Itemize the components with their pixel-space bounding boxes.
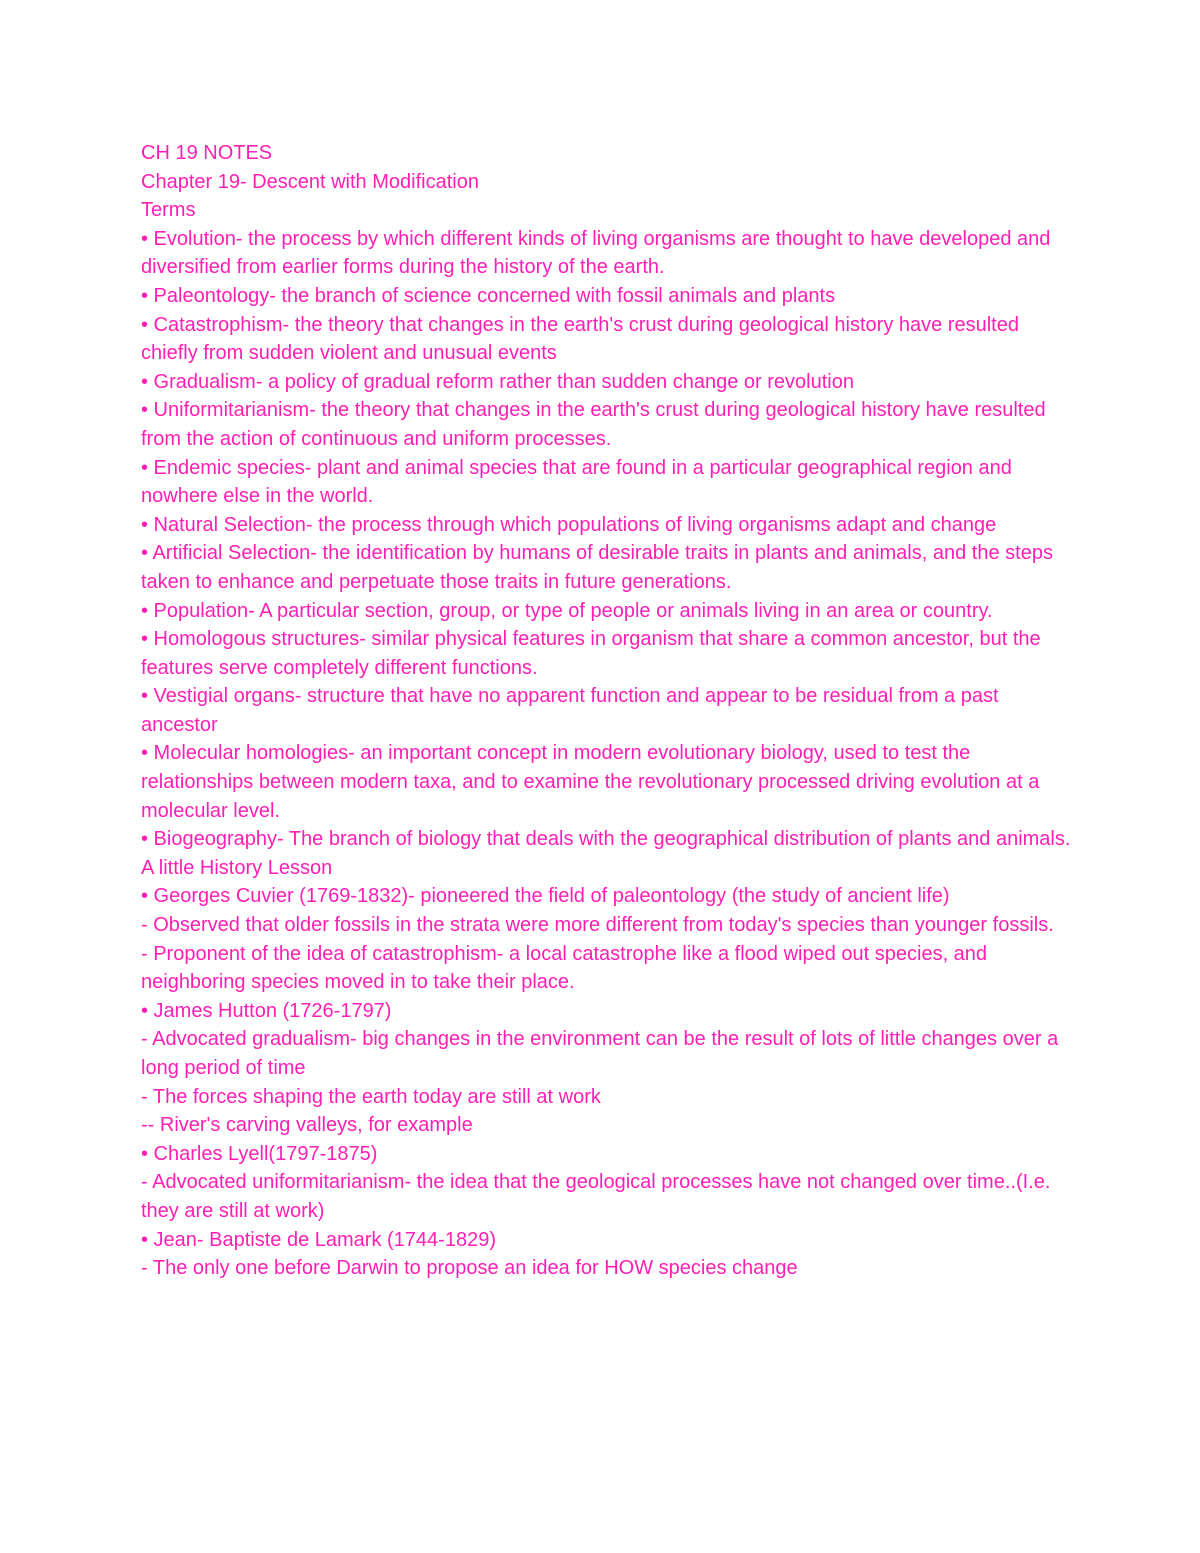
history-item: -- River's carving valleys, for example xyxy=(141,1114,473,1137)
term-item: • Homologous structures- similar physical features in organism that share a common ancestor, but the features serve completely different functions. xyxy=(141,628,1041,679)
history-heading: A little History Lesson xyxy=(141,856,333,879)
term-item: • Catastrophism- the theory that changes in the earth's crust during geological history have resulted chiefly from sudden violent and unusual events xyxy=(141,313,1019,365)
term-item: • Uniformitarianism- the theory that changes in the earth's crust during geological history have resulted from the action of continuous and uniform processes. xyxy=(141,399,1046,450)
term-item: • Population- A particular section, group, or type of people or animals living in an area or country. xyxy=(141,599,993,622)
history-item: • Georges Cuvier (1769-1832)- pioneered the field of paleontology (the study of ancient life) xyxy=(141,885,950,908)
document-title: CH 19 NOTES xyxy=(141,142,273,164)
term-item: • Biogeography- The branch of biology that deals with the geographical distribution of plants and animals. xyxy=(141,828,1071,851)
history-item: - The forces shaping the earth today are still at work xyxy=(141,1085,601,1108)
term-item: • Artificial Selection- the identification by humans of desirable traits in plants and animals, and the steps taken to enhance and perpetuate those traits in future generations. xyxy=(141,542,1053,593)
document-page xyxy=(141,139,1071,1283)
history-item: - Advocated gradualism- big changes in the environment can be the result of lots of little changes over a long period of time xyxy=(141,1028,1059,1079)
term-item: • Evolution- the process by which different kinds of living organisms are thought to have developed and diversified from earlier forms during the history of the earth. xyxy=(141,227,1051,279)
term-item: • Gradualism- a policy of gradual reform rather than sudden change or revolution xyxy=(141,370,854,393)
history-item: - Advocated uniformitarianism- the idea that the geological processes have not changed over time..(I.e. they are still at work) xyxy=(141,1171,1051,1222)
history-item: - Proponent of the idea of catastrophism- a local catastrophe like a flood wiped out species, and neighboring species moved in to take their place. xyxy=(141,942,988,994)
history-item: • Jean- Baptiste de Lamark (1744-1829) xyxy=(141,1228,496,1251)
terms-heading: Terms xyxy=(141,199,196,222)
term-item: • Natural Selection- the process through which populations of living organisms adapt and change xyxy=(141,513,997,536)
term-item: • Endemic species- plant and animal species that are found in a particular geographical region and nowhere else in the world. xyxy=(141,456,1012,508)
history-item: - The only one before Darwin to propose an idea for HOW species change xyxy=(141,1257,798,1280)
chapter-title: Chapter 19- Descent with Modification xyxy=(141,170,479,193)
term-item: • Paleontology- the branch of science concerned with fossil animals and plants xyxy=(141,284,836,307)
history-item: • Charles Lyell(1797-1875) xyxy=(141,1142,378,1165)
term-item: • Molecular homologies- an important concept in modern evolutionary biology, used to test the relationships between modern taxa, and to examine the revolutionary processed driving evolution at a molecular level. xyxy=(141,742,1040,822)
history-item: - Observed that older fossils in the strata were more different from today's species than younger fossils. xyxy=(141,914,1054,937)
history-item: • James Hutton (1726-1797) xyxy=(141,999,392,1022)
term-item: • Vestigial organs- structure that have no apparent function and appear to be residual from a past ancestor xyxy=(141,685,999,736)
